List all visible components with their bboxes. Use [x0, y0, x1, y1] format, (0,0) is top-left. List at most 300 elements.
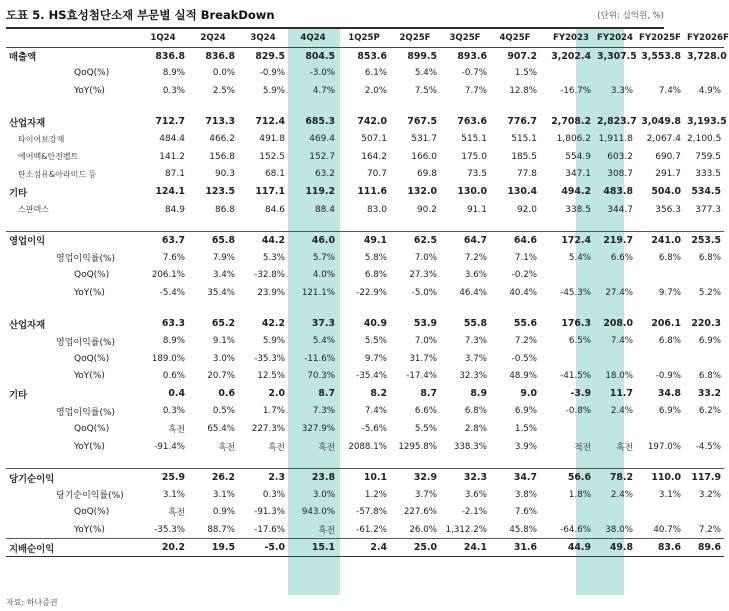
- table-cell: 164.2: [361, 151, 387, 162]
- table-cell: 804.5: [305, 50, 335, 62]
- earnings-breakdown-table: [6, 29, 729, 557]
- table-cell: [684, 218, 724, 231]
- table-cell: 40.9: [363, 318, 387, 330]
- table-cell: [594, 65, 636, 83]
- table-cell: 8.9%: [162, 336, 185, 347]
- table-cell: 88.7%: [207, 524, 235, 535]
- table-cell: 18.0%: [605, 371, 633, 382]
- table-cell: 1.8%: [568, 489, 591, 500]
- spacer-row: [6, 455, 724, 468]
- table-cell: 26.2: [188, 468, 238, 486]
- table-cell: 적전: [574, 442, 591, 453]
- table-cell: 3,202.4: [551, 50, 591, 62]
- table-cell: 37.3: [311, 318, 335, 330]
- table-cell: 2.4: [338, 539, 390, 557]
- table-cell: 5.4%: [312, 336, 335, 347]
- table-cell: 11.7: [609, 388, 633, 400]
- table-cell: 8.7: [318, 388, 335, 400]
- table-cell: 4.0%: [312, 270, 335, 281]
- table-cell: 141.2: [159, 151, 185, 162]
- table-cell: 9.7%: [364, 353, 387, 364]
- table-cell: 712.4: [255, 116, 285, 128]
- table-cell: 40.4%: [509, 287, 537, 298]
- table-cell: 3.0%: [312, 489, 335, 500]
- table-cell: [490, 100, 540, 113]
- table-cell: 7.4%: [364, 406, 387, 417]
- gap-cell: [540, 218, 548, 231]
- table-cell: 1.7%: [262, 406, 285, 417]
- gap-cell: [540, 231, 548, 249]
- table-cell: 338.5: [565, 204, 591, 215]
- table-cell: 63.3: [161, 318, 185, 330]
- table-cell: 3.2%: [698, 489, 721, 500]
- table-cell: [548, 420, 594, 438]
- gap-cell: [540, 315, 548, 333]
- table-cell: 흑전: [168, 425, 185, 436]
- table-cell: 0.3%: [162, 406, 185, 417]
- table-cell: 759.5: [695, 151, 721, 162]
- row-label: QoQ(%): [74, 507, 110, 518]
- table-cell: 507.1: [361, 134, 387, 145]
- table-cell: 64.7: [440, 231, 490, 249]
- table-cell: 3,049.8: [641, 116, 681, 128]
- table-cell: 89.6: [684, 539, 724, 557]
- table-cell: -5.6%: [361, 424, 387, 435]
- table-cell: 2.0%: [364, 85, 387, 96]
- col-header: 1Q24: [138, 29, 188, 47]
- gap-cell: [540, 113, 548, 131]
- figure-title: 도표 5. HS효성첨단소재 부문별 실적 BreakDown: [6, 8, 275, 22]
- table-cell: [548, 455, 594, 468]
- table-row: [6, 148, 724, 166]
- table-cell: 515.1: [511, 134, 537, 145]
- table-cell: 712.7: [155, 116, 185, 128]
- table-cell: 7.5%: [414, 85, 437, 96]
- table-cell: -35.3%: [254, 353, 285, 364]
- row-label: [6, 218, 138, 231]
- gap-cell: [540, 130, 548, 148]
- table-cell: 31.7%: [409, 353, 437, 364]
- gap-cell: [540, 183, 548, 201]
- table-cell: 0.6%: [162, 371, 185, 382]
- gap-cell: [540, 201, 548, 219]
- table-cell: [288, 455, 338, 468]
- table-cell: [288, 218, 338, 231]
- table-cell: 1.5%: [514, 424, 537, 435]
- table-cell: 943.0%: [301, 507, 335, 518]
- table-cell: 515.1: [461, 134, 487, 145]
- table-cell: -0.5%: [511, 353, 537, 364]
- table-cell: 31.6: [490, 539, 540, 557]
- row-label: 영업이익률(%): [56, 254, 116, 265]
- table-cell: 3.7%: [464, 353, 487, 364]
- table-cell: 5.3%: [262, 252, 285, 263]
- table-cell: 5.9%: [262, 336, 285, 347]
- table-row: [6, 166, 724, 184]
- header-row: [6, 29, 724, 47]
- table-cell: 84.6: [264, 204, 285, 215]
- table-cell: 5.4%: [568, 252, 591, 263]
- table-cell: -0.9%: [259, 68, 285, 79]
- col-header: 3Q24: [238, 29, 288, 47]
- table-cell: -4.5%: [695, 441, 721, 452]
- table-cell: 흑전: [616, 442, 633, 453]
- table-cell: 0.5%: [212, 406, 235, 417]
- table-cell: 1.5%: [514, 68, 537, 79]
- table-cell: 46.4%: [459, 287, 487, 298]
- gap-cell: [540, 148, 548, 166]
- row-label: QoQ(%): [74, 68, 110, 79]
- table-cell: 86.8: [214, 204, 235, 215]
- table-cell: 6.2%: [698, 406, 721, 417]
- table-cell: 7.1%: [514, 252, 537, 263]
- col-header: 1Q25P: [338, 29, 390, 47]
- gap-cell: [540, 82, 548, 100]
- table-cell: [338, 218, 390, 231]
- table-cell: 26.0%: [409, 524, 437, 535]
- unit-note: (단위: 십억원, %): [597, 11, 664, 21]
- table-cell: 2,067.4: [646, 134, 681, 145]
- table-cell: 0.0%: [212, 68, 235, 79]
- table-cell: 227.3%: [251, 424, 285, 435]
- table-cell: 5.8%: [364, 252, 387, 263]
- table-cell: 763.6: [457, 116, 487, 128]
- table-cell: [594, 100, 636, 113]
- table-cell: [594, 267, 636, 285]
- table-cell: 206.1: [651, 318, 681, 330]
- table-cell: [390, 302, 440, 315]
- table-cell: 23.8: [288, 468, 338, 486]
- table-cell: 8.2: [370, 388, 387, 400]
- table-row: [6, 539, 724, 557]
- table-cell: 27.3%: [409, 270, 437, 281]
- table-cell: 1,806.2: [556, 134, 591, 145]
- table-cell: 356.3: [655, 204, 681, 215]
- table-cell: -35.4%: [356, 371, 387, 382]
- table-row: [6, 231, 724, 249]
- table-cell: 291.7: [655, 169, 681, 180]
- table-cell: 5.9%: [262, 85, 285, 96]
- table-cell: 4.7%: [312, 85, 335, 96]
- table-cell: 6.8%: [364, 270, 387, 281]
- gap-cell: [540, 504, 548, 522]
- table-cell: 3.7%: [414, 489, 437, 500]
- table-cell: 3.8%: [514, 489, 537, 500]
- table-cell: [684, 65, 724, 83]
- table-cell: 907.2: [507, 50, 537, 62]
- title-bar: [6, 5, 664, 27]
- table-cell: 466.2: [209, 134, 235, 145]
- table-cell: 3.3%: [610, 85, 633, 96]
- table-cell: 6.9%: [658, 406, 681, 417]
- table-cell: 6.8%: [698, 371, 721, 382]
- table-row: [6, 113, 724, 131]
- table-cell: 91.1: [466, 204, 487, 215]
- table-cell: [594, 504, 636, 522]
- table-cell: 83.0: [366, 204, 387, 215]
- table-cell: 7.2%: [698, 524, 721, 535]
- table-cell: 5.4%: [414, 68, 437, 79]
- table-cell: 2088.1%: [348, 441, 387, 452]
- table-cell: 7.7%: [464, 85, 487, 96]
- gap-cell: [540, 420, 548, 438]
- table-cell: [138, 100, 188, 113]
- table-cell: 32.3: [440, 468, 490, 486]
- table-cell: 0.4: [168, 388, 185, 400]
- table-cell: [188, 302, 238, 315]
- table-cell: [490, 455, 540, 468]
- row-label: 타이어보강재: [18, 134, 65, 144]
- table-cell: 2,823.7: [597, 116, 637, 128]
- table-cell: 2,100.5: [687, 134, 722, 145]
- table-cell: 38.0%: [605, 524, 633, 535]
- table-cell: 73.5: [466, 169, 487, 180]
- row-label: [6, 302, 138, 315]
- table-cell: 206.1%: [151, 270, 185, 281]
- table-cell: [188, 218, 238, 231]
- table-cell: [138, 218, 188, 231]
- spacer-row: [6, 302, 724, 315]
- table-cell: [390, 218, 440, 231]
- table-cell: 흑전: [268, 442, 285, 453]
- row-label: 지배순이익: [6, 539, 138, 557]
- table-cell: 7.0%: [414, 252, 437, 263]
- table-cell: -61.2%: [356, 524, 387, 535]
- table-cell: 65.8: [188, 231, 238, 249]
- table-cell: [138, 455, 188, 468]
- table-cell: 6.9%: [698, 336, 721, 347]
- table-cell: 63.7: [138, 231, 188, 249]
- table-cell: [636, 350, 684, 368]
- table-cell: [288, 302, 338, 315]
- table-cell: 25.0: [390, 539, 440, 557]
- table-cell: 63.2: [314, 169, 335, 180]
- table-cell: 35.4%: [207, 287, 235, 298]
- table-cell: [636, 218, 684, 231]
- table-cell: 2,708.2: [551, 116, 591, 128]
- row-label: 에어백&안전벨트: [18, 152, 79, 162]
- table-cell: [684, 420, 724, 438]
- row-label: QoQ(%): [74, 270, 110, 281]
- table-cell: [636, 100, 684, 113]
- table-row: [6, 284, 724, 302]
- table-cell: 829.5: [255, 50, 285, 62]
- table-row: [6, 486, 724, 504]
- table-cell: [440, 100, 490, 113]
- table-cell: 227.6%: [403, 507, 437, 518]
- table-cell: -57.8%: [356, 507, 387, 518]
- table-cell: 176.3: [561, 318, 591, 330]
- table-cell: 7.0%: [414, 336, 437, 347]
- table-cell: -35.3%: [154, 524, 185, 535]
- gap-cell: [540, 249, 548, 267]
- gap-cell: [540, 455, 548, 468]
- table-cell: 90.3: [214, 169, 235, 180]
- table-cell: 7.2%: [514, 336, 537, 347]
- table-row: [6, 504, 724, 522]
- table-cell: 836.8: [205, 50, 235, 62]
- table-cell: 92.0: [516, 204, 537, 215]
- table-cell: 2.3: [238, 468, 288, 486]
- table-cell: [594, 455, 636, 468]
- table-cell: 68.1: [264, 169, 285, 180]
- table-cell: [490, 218, 540, 231]
- table-cell: [636, 302, 684, 315]
- col-header: FY2023: [548, 29, 594, 47]
- gap-cell: [540, 302, 548, 315]
- table-row: [6, 420, 724, 438]
- table-cell: 6.6%: [414, 406, 437, 417]
- table-cell: 2.8%: [464, 424, 487, 435]
- table-row: [6, 332, 724, 350]
- table-cell: 175.0: [461, 151, 487, 162]
- table-cell: 15.1: [288, 539, 338, 557]
- table-cell: 3.1%: [212, 489, 235, 500]
- table-cell: 3.1%: [658, 489, 681, 500]
- table-cell: -3.9: [570, 388, 591, 400]
- table-body: [6, 47, 727, 556]
- row-label: 산업자재: [9, 117, 46, 129]
- col-header: FY2026F: [684, 29, 724, 47]
- table-cell: 742.0: [357, 116, 387, 128]
- table-cell: [238, 218, 288, 231]
- table-cell: [138, 302, 188, 315]
- table-cell: 8.9%: [162, 68, 185, 79]
- table-cell: 23.9%: [257, 287, 285, 298]
- col-header: 2Q25F: [390, 29, 440, 47]
- table-row: [6, 82, 724, 100]
- table-cell: 7.4%: [658, 85, 681, 96]
- table-cell: 32.9: [390, 468, 440, 486]
- table-cell: 5.7%: [312, 252, 335, 263]
- table-cell: -3.0%: [309, 68, 335, 79]
- table-cell: 0.3%: [262, 489, 285, 500]
- table-cell: 776.7: [507, 116, 537, 128]
- table-cell: 189.0%: [151, 353, 185, 364]
- table-cell: 19.5: [188, 539, 238, 557]
- table-cell: 6.6%: [610, 252, 633, 263]
- table-cell: [548, 302, 594, 315]
- table-cell: 197.0%: [647, 441, 681, 452]
- table-cell: 7.3%: [312, 406, 335, 417]
- table-cell: 333.5: [695, 169, 721, 180]
- table-cell: 690.7: [655, 151, 681, 162]
- table-cell: 152.5: [259, 151, 285, 162]
- table-cell: 185.5: [511, 151, 537, 162]
- table-cell: [636, 420, 684, 438]
- table-cell: 123.5: [205, 186, 235, 198]
- gap-cell: [540, 385, 548, 403]
- table-cell: [238, 100, 288, 113]
- table-cell: 53.9: [413, 318, 437, 330]
- table-row: [6, 267, 724, 285]
- table-cell: 130.0: [457, 186, 487, 198]
- table-cell: 10.1: [338, 468, 390, 486]
- table-row: [6, 468, 724, 486]
- table-cell: -91.4%: [154, 441, 185, 452]
- gap-cell: [540, 468, 548, 486]
- table-cell: [548, 267, 594, 285]
- table-cell: 5.5%: [414, 424, 437, 435]
- table-cell: 55.6: [513, 318, 537, 330]
- table-cell: 3,728.0: [687, 50, 727, 62]
- gap-cell: [540, 47, 548, 65]
- row-label: 당기순이익: [6, 468, 138, 486]
- table-row: [6, 65, 724, 83]
- table-row: [6, 130, 724, 148]
- table-cell: 713.3: [205, 116, 235, 128]
- table-cell: 흑전: [218, 442, 235, 453]
- table-cell: 78.2: [594, 468, 636, 486]
- gap-cell: [540, 521, 548, 539]
- table-cell: 2.0: [268, 388, 285, 400]
- table-cell: 흑전: [318, 442, 335, 453]
- table-cell: -16.7%: [560, 85, 591, 96]
- table-cell: 554.9: [565, 151, 591, 162]
- table-cell: 3.0%: [212, 353, 235, 364]
- row-label: [6, 455, 138, 468]
- gap-cell: [540, 267, 548, 285]
- table-cell: 70.7: [366, 169, 387, 180]
- col-header: 4Q25F: [490, 29, 540, 47]
- table-cell: 12.8%: [509, 85, 537, 96]
- table-cell: [684, 100, 724, 113]
- table-cell: [390, 100, 440, 113]
- table-cell: 9.1%: [212, 336, 235, 347]
- gap-cell: [540, 403, 548, 421]
- table-cell: 3.4%: [212, 270, 235, 281]
- row-label: [6, 100, 138, 113]
- table-cell: 5.2%: [698, 287, 721, 298]
- table-cell: [548, 100, 594, 113]
- table-cell: 0.6: [218, 388, 235, 400]
- table-cell: 1295.8%: [398, 441, 437, 452]
- table-cell: [338, 455, 390, 468]
- table-cell: 56.6: [548, 468, 594, 486]
- table-cell: -0.9%: [655, 371, 681, 382]
- table-cell: 531.7: [411, 134, 437, 145]
- row-label: 탄소섬유&아라미드 등: [18, 169, 97, 179]
- table-cell: -22.9%: [356, 287, 387, 298]
- table-cell: 46.0: [288, 231, 338, 249]
- table-cell: [548, 350, 594, 368]
- table-cell: 208.0: [603, 318, 633, 330]
- table-cell: 2.4%: [610, 406, 633, 417]
- table-cell: 156.8: [209, 151, 235, 162]
- table-cell: 836.8: [155, 50, 185, 62]
- table-cell: 20.2: [138, 539, 188, 557]
- table-cell: 377.3: [695, 204, 721, 215]
- table-cell: [440, 302, 490, 315]
- table-cell: 504.0: [651, 186, 681, 198]
- table-cell: 6.5%: [568, 336, 591, 347]
- table-cell: 219.7: [594, 231, 636, 249]
- table-cell: 767.5: [407, 116, 437, 128]
- table-cell: [594, 350, 636, 368]
- table-cell: 111.6: [357, 186, 387, 198]
- table-cell: 6.1%: [364, 68, 387, 79]
- col-header: FY2025F: [636, 29, 684, 47]
- table-cell: [440, 455, 490, 468]
- row-label: QoQ(%): [74, 424, 110, 435]
- table-cell: -64.6%: [560, 524, 591, 535]
- table-cell: 7.2%: [464, 252, 487, 263]
- row-label: 영업이익: [6, 231, 138, 249]
- table-cell: [636, 504, 684, 522]
- table-cell: [594, 420, 636, 438]
- row-label: YoY(%): [74, 85, 105, 96]
- table-cell: 110.0: [636, 468, 684, 486]
